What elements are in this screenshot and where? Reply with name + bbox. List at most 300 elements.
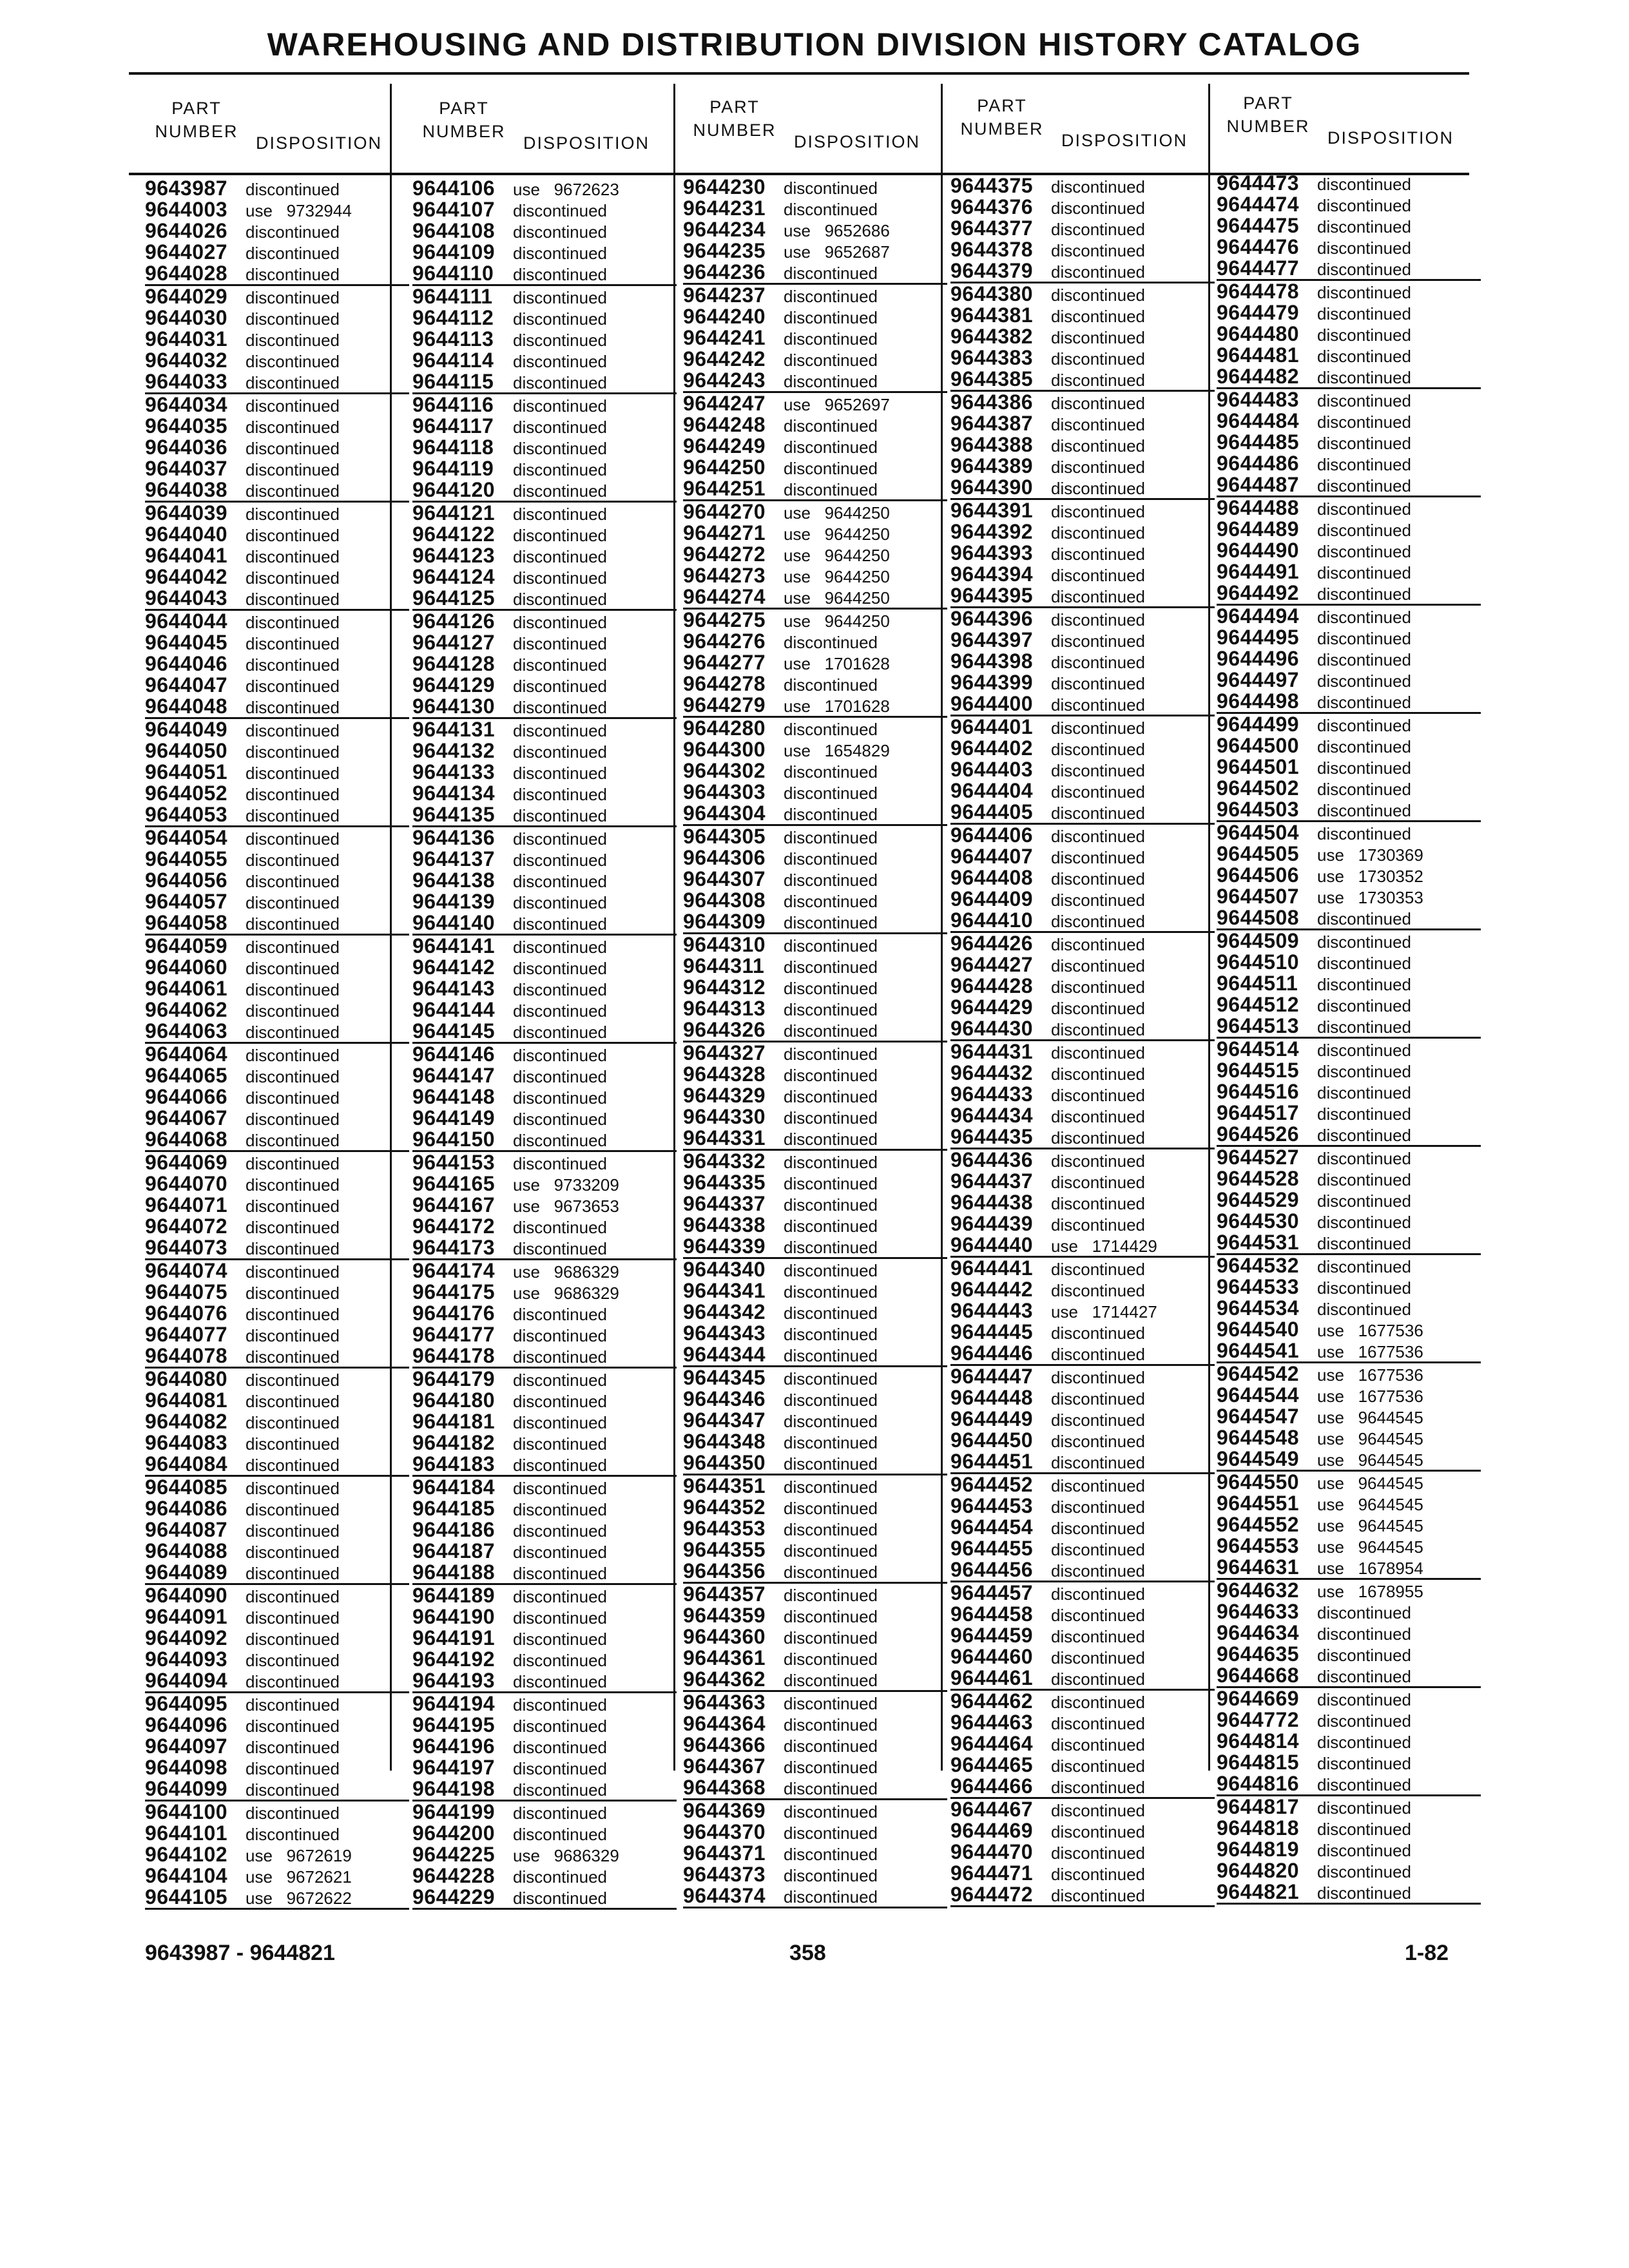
- part-number: 9644100: [145, 1800, 228, 1823]
- table-row: [1217, 389, 1481, 410]
- part-number: 9644366: [683, 1733, 766, 1756]
- table-row: [145, 1757, 409, 1778]
- table-row: [683, 1475, 947, 1497]
- part-number: 9644237: [683, 284, 766, 307]
- disposition: discontinued: [1051, 328, 1145, 347]
- part-number: 9644632: [1217, 1579, 1300, 1602]
- disposition: discontinued: [513, 373, 607, 392]
- table-row: [1217, 843, 1481, 865]
- disposition: discontinued: [513, 201, 607, 220]
- part-number: 9644106: [412, 177, 496, 200]
- part-number: 9644408: [950, 866, 1034, 889]
- table-row: [1217, 1818, 1481, 1839]
- table-row: [145, 653, 409, 675]
- table-row: [412, 1477, 677, 1498]
- disposition: discontinued: [513, 893, 607, 912]
- part-number: 9644130: [412, 695, 496, 718]
- disposition: discontinued: [1317, 434, 1411, 453]
- table-row: [412, 350, 677, 371]
- disposition: discontinued: [784, 1454, 878, 1474]
- part-number: 9644098: [145, 1756, 228, 1779]
- part-number: 9644055: [145, 847, 228, 870]
- part-number: 9644187: [412, 1539, 496, 1562]
- part-number: 9644113: [412, 327, 494, 351]
- part-number: 9644500: [1217, 734, 1300, 757]
- table-row: [950, 910, 1215, 933]
- disposition: discontinued: [1051, 740, 1145, 759]
- part-number: 9644403: [950, 758, 1034, 781]
- disposition: discontinued: [513, 1067, 607, 1086]
- disposition: use 9644545: [1317, 1537, 1423, 1557]
- table-row: [412, 957, 677, 978]
- table-row: [412, 263, 677, 286]
- part-number: 9644819: [1217, 1838, 1300, 1861]
- part-number: 9644407: [950, 845, 1034, 868]
- table-row: [1217, 973, 1481, 994]
- table-row: [950, 1820, 1215, 1841]
- disposition: discontinued: [1051, 1260, 1145, 1279]
- disposition: discontinued: [513, 1413, 607, 1432]
- part-number: 9644052: [145, 782, 228, 805]
- disposition: discontinued: [513, 1392, 607, 1411]
- disposition: discontinued: [784, 1887, 878, 1907]
- part-number: 9644102: [145, 1843, 228, 1866]
- disposition: discontinued: [1051, 415, 1145, 434]
- disposition: discontinued: [513, 655, 607, 675]
- disposition: use 1701628: [784, 697, 890, 716]
- disposition: discontinued: [1317, 260, 1411, 279]
- disposition: discontinued: [246, 481, 340, 501]
- part-number: 9644441: [950, 1256, 1034, 1280]
- table-row: [145, 978, 409, 999]
- table-row: [145, 1345, 409, 1369]
- disposition: discontinued: [246, 1434, 340, 1454]
- table-row: [145, 1802, 409, 1823]
- table-row: [1217, 323, 1481, 345]
- table-row: [1217, 1102, 1481, 1124]
- table-row: [145, 1865, 409, 1887]
- table-row: [1217, 1535, 1481, 1557]
- table-row: [1217, 756, 1481, 778]
- table-row: [950, 1084, 1215, 1105]
- table-row: [950, 369, 1215, 392]
- table-row: [412, 1390, 677, 1411]
- part-number: 9644448: [950, 1386, 1034, 1409]
- disposition: discontinued: [513, 568, 607, 588]
- table-row: [950, 477, 1215, 500]
- part-number: 9644139: [412, 890, 496, 913]
- disposition: discontinued: [1317, 347, 1411, 366]
- part-number-header: [145, 97, 248, 143]
- part-number: 9644495: [1217, 626, 1300, 649]
- disposition: discontinued: [1317, 283, 1411, 302]
- table-row: [950, 1733, 1215, 1754]
- disposition: discontinued: [1051, 502, 1145, 521]
- table-row: [1217, 669, 1481, 691]
- table-row: [950, 672, 1215, 693]
- table-row: [1217, 1060, 1481, 1081]
- table-row: [683, 1843, 947, 1864]
- table-row: [145, 1541, 409, 1562]
- table-row: [145, 1585, 409, 1606]
- table-row: [683, 1302, 947, 1323]
- disposition: discontinued: [784, 1174, 878, 1193]
- disposition: use 1678954: [1317, 1559, 1423, 1578]
- disposition: discontinued: [784, 1412, 878, 1431]
- part-number: 9644165: [412, 1172, 496, 1195]
- table-row: [145, 762, 409, 783]
- part-number: 9644474: [1217, 193, 1300, 216]
- part-number: 9644306: [683, 846, 766, 869]
- part-number: 9644144: [412, 998, 496, 1021]
- disposition: discontinued: [246, 1046, 340, 1065]
- table-row: [145, 1044, 409, 1065]
- disposition: discontinued: [1051, 1648, 1145, 1667]
- table-row: [1217, 1039, 1481, 1060]
- disposition: discontinued: [1051, 241, 1145, 260]
- disposition: discontinued: [784, 783, 878, 803]
- disposition: discontinued: [246, 1370, 340, 1390]
- disposition: discontinued: [246, 1347, 340, 1367]
- table-row: [683, 1605, 947, 1626]
- table-row: [1217, 1211, 1481, 1232]
- part-number: 9644275: [683, 608, 766, 631]
- table-row: [683, 285, 947, 306]
- table-row: [950, 1062, 1215, 1084]
- disposition: discontinued: [246, 914, 340, 934]
- table-row: [1217, 1147, 1481, 1168]
- table-row: [412, 1778, 677, 1802]
- table-row: [412, 1065, 677, 1086]
- disposition: use 9644250: [784, 524, 890, 544]
- disposition: discontinued: [1317, 476, 1411, 495]
- disposition: discontinued: [784, 1758, 878, 1777]
- part-number: 9644371: [683, 1841, 766, 1865]
- part-number: 9644383: [950, 346, 1034, 369]
- part-number: 9644141: [412, 934, 496, 957]
- table-row: [950, 392, 1215, 413]
- disposition: discontinued: [246, 1672, 340, 1691]
- table-row: [1217, 1773, 1481, 1796]
- part-number: 9644375: [950, 174, 1034, 197]
- table-row: [412, 458, 677, 479]
- table-row: [950, 954, 1215, 975]
- table-row: [412, 1519, 677, 1541]
- part-number: 9644064: [145, 1043, 228, 1066]
- part-number: 9644309: [683, 910, 766, 933]
- part-number: 9644430: [950, 1017, 1034, 1040]
- table-row: [683, 565, 947, 586]
- part-number: 9644494: [1217, 604, 1300, 628]
- disposition: discontinued: [1317, 325, 1411, 345]
- disposition: discontinued: [784, 720, 878, 739]
- part-number: 9644120: [412, 478, 496, 501]
- disposition: discontinued: [1317, 1690, 1411, 1709]
- part-number: 9644455: [950, 1537, 1034, 1560]
- part-number: 9643987: [145, 177, 228, 200]
- disposition: use 9644250: [784, 503, 890, 523]
- part-number: 9644059: [145, 934, 228, 957]
- table-row: [683, 1518, 947, 1539]
- part-number: 9644368: [683, 1776, 766, 1799]
- table-row: [1217, 691, 1481, 714]
- disposition: discontinued: [1317, 1798, 1411, 1818]
- part-number: 9644387: [950, 412, 1034, 435]
- table-row: [1217, 1881, 1481, 1905]
- disposition: discontinued: [1051, 718, 1145, 738]
- table-row: [1217, 1839, 1481, 1860]
- disposition: discontinued: [246, 505, 340, 524]
- disposition: use 9673653: [513, 1196, 619, 1216]
- table-row: [1217, 735, 1481, 756]
- disposition: use 9672623: [513, 180, 619, 199]
- disposition: discontinued: [1051, 1151, 1145, 1171]
- table-row: [1217, 1363, 1481, 1385]
- disposition: discontinued: [513, 1218, 607, 1237]
- table-row: [1217, 1015, 1481, 1039]
- part-number: 9644077: [145, 1323, 228, 1346]
- disposition: discontinued: [246, 677, 340, 696]
- table-row: [145, 416, 409, 437]
- part-number: 9644242: [683, 347, 766, 370]
- disposition: discontinued: [246, 1825, 340, 1844]
- table-row: [683, 911, 947, 934]
- catalog-column: [950, 94, 1215, 1907]
- disposition: discontinued: [1051, 1693, 1145, 1712]
- footer-range: 9643987 - 9644821: [145, 1941, 335, 1965]
- part-number: 9644433: [950, 1082, 1034, 1106]
- table-row: [1217, 1340, 1481, 1363]
- disposition: discontinued: [1317, 780, 1411, 799]
- part-number: 9644042: [145, 565, 228, 588]
- part-number: 9644149: [412, 1106, 496, 1129]
- part-number: 9644040: [145, 523, 228, 546]
- disposition: discontinued: [246, 1479, 340, 1498]
- disposition: discontinued: [784, 308, 878, 327]
- disposition-header: DISPOSITION: [794, 132, 921, 151]
- disposition: discontinued: [513, 1500, 607, 1519]
- part-number: 9644505: [1217, 842, 1300, 865]
- part-number: 9644274: [683, 585, 766, 608]
- table-row: [950, 1538, 1215, 1559]
- disposition: discontinued: [784, 1823, 878, 1843]
- table-row: [950, 1799, 1215, 1820]
- part-number: 9644814: [1217, 1729, 1300, 1753]
- part-number: 9644343: [683, 1321, 766, 1345]
- table-row: [145, 286, 409, 307]
- disposition: use 9652687: [784, 242, 890, 262]
- disposition: discontinued: [513, 677, 607, 696]
- part-number: 9644129: [412, 673, 496, 697]
- part-number: 9644530: [1217, 1209, 1300, 1233]
- disposition: discontinued: [1051, 1345, 1145, 1364]
- catalog-column: [1217, 91, 1481, 1905]
- table-row: [950, 1495, 1215, 1517]
- table-row: [145, 1021, 409, 1044]
- table-row: [683, 826, 947, 847]
- table-row: [145, 611, 409, 632]
- disposition: discontinued: [784, 849, 878, 869]
- disposition: discontinued: [513, 481, 607, 501]
- table-row: [412, 307, 677, 329]
- disposition: discontinued: [1317, 1841, 1411, 1860]
- catalog-column: [145, 97, 409, 1910]
- table-row: [1217, 1601, 1481, 1622]
- table-row: [145, 1477, 409, 1498]
- disposition: discontinued: [784, 1541, 878, 1561]
- table-row: [145, 329, 409, 350]
- part-number: 9644485: [1217, 430, 1300, 454]
- disposition: discontinued: [513, 613, 607, 632]
- table-row: [683, 306, 947, 327]
- disposition: discontinued: [246, 1413, 340, 1432]
- table-row: [412, 199, 677, 220]
- table-row: [950, 1841, 1215, 1863]
- part-number: 9644049: [145, 718, 228, 741]
- disposition: discontinued: [784, 1282, 878, 1302]
- part-number: 9644107: [412, 198, 496, 221]
- table-row: [1217, 1644, 1481, 1665]
- disposition: discontinued: [784, 957, 878, 977]
- part-number: 9644393: [950, 541, 1034, 564]
- disposition: discontinued: [246, 373, 340, 392]
- table-row: [145, 804, 409, 827]
- disposition: use 9644545: [1317, 1495, 1423, 1514]
- part-number: 9644347: [683, 1408, 766, 1432]
- disposition: discontinued: [246, 590, 340, 609]
- part-number: 9644074: [145, 1259, 228, 1282]
- part-number: 9644385: [950, 367, 1034, 390]
- part-number: 9644399: [950, 671, 1034, 694]
- part-number: 9644396: [950, 607, 1034, 630]
- disposition: discontinued: [1317, 1667, 1411, 1686]
- disposition: discontinued: [784, 1628, 878, 1648]
- part-number: 9644273: [683, 564, 766, 587]
- part-number: 9644398: [950, 649, 1034, 673]
- part-number: 9644073: [145, 1236, 228, 1259]
- table-row: [683, 1410, 947, 1431]
- disposition: use 9644250: [784, 567, 890, 586]
- table-row: [412, 1173, 677, 1195]
- disposition: discontinued: [1051, 1801, 1145, 1820]
- table-row: [683, 1777, 947, 1800]
- part-number: 9644277: [683, 651, 766, 674]
- disposition: discontinued: [1317, 1170, 1411, 1189]
- table-row: [412, 1562, 677, 1585]
- table-row: [145, 1282, 409, 1303]
- table-row: [1217, 1665, 1481, 1688]
- disposition: discontinued: [784, 437, 878, 457]
- part-number: 9644381: [950, 303, 1034, 327]
- part-number: 9644447: [950, 1365, 1034, 1388]
- table-row: [683, 1452, 947, 1475]
- table-row: [1217, 1796, 1481, 1818]
- table-row: [412, 1715, 677, 1736]
- disposition: discontinued: [1317, 196, 1411, 215]
- part-number: 9644147: [412, 1064, 496, 1087]
- part-number: 9644633: [1217, 1600, 1300, 1623]
- part-number: 9644091: [145, 1605, 228, 1628]
- page-title: WAREHOUSING AND DISTRIBUTION DIVISION HISTORY CATALOG: [267, 26, 1362, 62]
- disposition: discontinued: [513, 505, 607, 524]
- disposition: discontinued: [1317, 521, 1411, 540]
- part-number: 9644081: [145, 1389, 228, 1412]
- table-row: [145, 1606, 409, 1628]
- disposition: discontinued: [513, 1608, 607, 1628]
- part-number: 9644140: [412, 911, 496, 934]
- table-row: [412, 849, 677, 870]
- part-number: 9644175: [412, 1280, 496, 1303]
- table-row: [145, 1778, 409, 1802]
- disposition: discontinued: [1051, 695, 1145, 715]
- part-number: 9644078: [145, 1344, 228, 1367]
- table-row: [950, 889, 1215, 910]
- part-number: 9644278: [683, 672, 766, 695]
- table-row: [145, 394, 409, 416]
- part-number: 9644472: [950, 1883, 1034, 1906]
- disposition: discontinued: [1317, 1754, 1411, 1773]
- part-number: 9644397: [950, 628, 1034, 651]
- table-row: [1217, 1124, 1481, 1147]
- part-number-header: [412, 97, 516, 143]
- disposition: discontinued: [513, 222, 607, 242]
- part-number: 9644815: [1217, 1751, 1300, 1774]
- table-row: [1217, 799, 1481, 822]
- disposition: discontinued: [784, 1195, 878, 1215]
- table-row: [683, 1756, 947, 1777]
- disposition: discontinued: [246, 872, 340, 891]
- part-number: 9644338: [683, 1213, 766, 1236]
- part-number: 9644458: [950, 1602, 1034, 1626]
- disposition: discontinued: [513, 396, 607, 416]
- disposition: discontinued: [784, 870, 878, 890]
- part-number: 9644509: [1217, 929, 1300, 952]
- table-row: [950, 738, 1215, 759]
- table-row: [412, 719, 677, 740]
- disposition: discontinued: [513, 1738, 607, 1757]
- table-row: [1217, 648, 1481, 669]
- disposition: discontinued: [1317, 1126, 1411, 1145]
- number-label: NUMBER: [693, 120, 776, 140]
- disposition: discontinued: [1051, 827, 1145, 846]
- part-number: 9644429: [950, 995, 1034, 1019]
- part-number: 9644050: [145, 739, 228, 762]
- table-row: [145, 1324, 409, 1345]
- disposition: discontinued: [513, 1672, 607, 1691]
- table-row: [1217, 1752, 1481, 1773]
- disposition: use 9644545: [1317, 1429, 1423, 1448]
- disposition: use 9644545: [1317, 1450, 1423, 1470]
- disposition-header: DISPOSITION: [1061, 131, 1188, 150]
- table-row: [1217, 627, 1481, 648]
- part-number: 9644669: [1217, 1687, 1300, 1710]
- part-number: 9644374: [683, 1884, 766, 1907]
- disposition: discontinued: [1317, 1711, 1411, 1731]
- table-row: [145, 350, 409, 371]
- table-row: [412, 437, 677, 458]
- table-row: [412, 740, 677, 762]
- table-row: [1217, 474, 1481, 497]
- table-row: [683, 240, 947, 262]
- part-number: 9644331: [683, 1126, 766, 1149]
- part-number: 9644231: [683, 197, 766, 220]
- table-row: [1217, 432, 1481, 453]
- disposition-header: DISPOSITION: [256, 133, 383, 153]
- table-row: [683, 436, 947, 457]
- part-number: 9644105: [145, 1885, 228, 1908]
- part-number: 9644126: [412, 610, 496, 633]
- disposition: use 1730369: [1317, 845, 1423, 865]
